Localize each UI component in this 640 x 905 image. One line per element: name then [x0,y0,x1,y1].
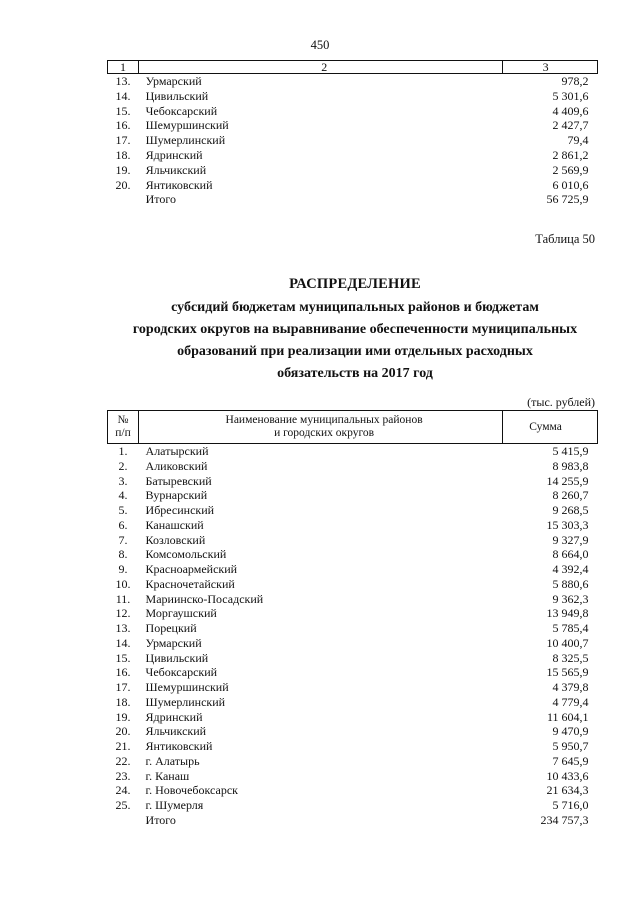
row-number: 19. [115,162,131,177]
row-sum: 13 949,8 [546,606,589,621]
row-sum: 8 260,7 [552,488,589,503]
row-sum: 5 950,7 [552,739,589,753]
row-number [108,192,139,207]
row-name: Аликовский [145,458,208,473]
row-name: Чебоксарский [145,103,218,118]
table-row [108,636,598,651]
row-number: 14. [115,88,131,103]
row-number: 9. [118,562,128,576]
row-number: 3. [118,473,128,488]
row-name: Урмарский [145,635,202,650]
row-sum: 79,4 [567,133,589,148]
row-number: 14. [115,635,131,650]
table-row [108,769,598,784]
row-sum: 978,2 [561,74,589,88]
row-sum: 2 427,7 [552,118,589,133]
row-sum: 21 634,3 [546,783,589,798]
table-row [108,518,598,533]
row-number: 25. [115,798,131,812]
row-name: г. Новочебоксарск [145,783,238,798]
row-name: Итого [145,192,176,207]
row-number: 1. [118,444,128,458]
row-sum: 15 565,9 [546,665,589,680]
row-number: 23. [115,768,131,783]
row-name: Красноармейский [145,562,238,576]
column-sum-header: Сумма [503,411,598,444]
row-sum: 15 303,3 [546,517,589,532]
table-caption: Таблица 50 [535,232,595,246]
subtitle-line: обязательств на 2017 год [277,366,433,381]
table-row [108,163,598,178]
table-row [108,74,598,89]
row-name: Козловский [145,532,206,547]
row-number: 15. [115,103,131,118]
row-name: Батыревский [145,473,212,488]
table-row [108,133,598,148]
row-name: Ядринский [145,147,203,162]
row-name: Шумерлинский [145,694,226,709]
row-number: 20. [115,724,131,739]
table-row [108,148,598,163]
continuation-table [107,60,598,207]
document-title: РАСПРЕДЕЛЕНИЕ [289,276,421,292]
table-row [108,503,598,518]
row-name: Ибресинский [145,503,215,517]
table-row [108,104,598,119]
row-sum: 2 861,2 [552,147,589,162]
table-row [108,754,598,769]
row-name: Мариинско-Посадский [145,591,264,606]
row-sum: 234 757,3 [540,812,589,827]
row-sum: 4 379,8 [552,680,589,694]
row-name: Моргаушский [145,606,217,621]
row-name: Алатырский [145,444,209,458]
row-number: 7. [118,532,128,547]
table-row [108,651,598,666]
row-name: Комсомольский [145,547,227,562]
row-sum: 4 409,6 [552,103,589,118]
row-number: 6. [118,517,128,532]
row-sum: 56 725,9 [546,192,589,207]
row-name: Яльчикский [145,724,207,739]
row-name: Красночетайский [145,576,235,591]
row-number: 8. [118,547,128,562]
column-sum-header: 3 [503,61,598,74]
column-number-header [108,411,139,444]
table-header-row [108,61,598,74]
table-row [108,118,598,133]
row-name: Шумерлинский [145,133,226,148]
row-number: 10. [115,576,131,591]
row-sum: 10 400,7 [546,635,589,650]
row-sum: 8 983,8 [552,458,589,473]
table-row [108,665,598,680]
row-sum: 9 327,9 [552,532,589,547]
row-sum: 11 604,1 [546,709,589,724]
row-number: 15. [115,650,131,665]
row-number: 11. [115,591,131,606]
table-row [108,739,598,754]
table-row [108,783,598,798]
row-sum: 9 362,3 [552,591,589,606]
column-number-header: 1 [108,61,139,74]
row-name: г. Шумерля [145,798,204,812]
row-sum: 14 255,9 [546,473,589,488]
table-row [108,621,598,636]
table-row [108,606,598,621]
subtitle-line: образований при реализации ими отдельных расходных [177,344,533,359]
table-row [108,695,598,710]
row-number: 13. [115,621,131,635]
row-number: 22. [115,753,131,768]
row-number: 2. [118,458,128,473]
table-row [108,680,598,695]
table-row [108,562,598,577]
row-number: 21. [115,739,131,753]
row-name: Шемуршинский [145,118,229,133]
table-row [108,459,598,474]
row-sum: 9 470,9 [552,724,589,739]
table-row [108,547,598,562]
row-sum: 2 569,9 [552,162,589,177]
table-row [108,474,598,489]
row-number: 16. [115,665,131,680]
row-sum: 8 664,0 [552,547,589,562]
row-number: 4. [118,488,128,503]
table-row [108,592,598,607]
row-name: г. Канаш [145,768,190,783]
row-number: 18. [115,147,131,162]
row-number: 13. [115,74,131,88]
row-number: 19. [115,709,131,724]
row-name: Порецкий [145,621,197,635]
row-number: 16. [115,118,131,133]
table-row [108,444,598,459]
table-row [108,488,598,503]
row-name: Цивильский [145,88,209,103]
page-number: 450 [310,38,330,52]
row-sum: 5 880,6 [552,576,589,591]
row-name: Янтиковский [145,739,213,753]
column-name-header: 2 [139,61,503,74]
table-row [108,577,598,592]
column-name-header [139,411,503,444]
row-name: Янтиковский [145,177,213,192]
row-sum: 6 010,6 [552,177,589,192]
row-name: г. Алатырь [145,753,200,768]
row-number: 5. [118,503,128,517]
row-sum: 4 779,4 [552,694,589,709]
row-sum: 9 268,5 [552,503,589,517]
distribution-table [107,410,598,828]
row-name: Итого [145,812,176,827]
row-number: 20. [115,177,131,192]
row-name: Канашский [145,517,204,532]
row-name: Ядринский [145,709,203,724]
units-label: (тыс. рублей) [527,395,595,409]
document-subtitle [60,297,640,385]
row-sum: 10 433,6 [546,768,589,783]
subtitle-line: городских округов на выравнивание обеспеченности муниципальных [132,322,578,337]
table-row [108,533,598,548]
row-name: Цивильский [145,650,209,665]
header-text: п/п [115,427,131,439]
row-number: 18. [115,694,131,709]
header-text: № [117,414,129,426]
row-number: 17. [115,133,131,148]
row-name: Чебоксарский [145,665,218,680]
row-name: Урмарский [145,74,202,88]
row-name: Яльчикский [145,162,207,177]
row-number [108,813,139,828]
table-header-row [108,411,598,444]
row-sum: 5 415,9 [552,444,589,458]
row-sum: 7 645,9 [552,753,589,768]
header-text: и городских округов [274,427,375,439]
table-row [108,798,598,813]
row-sum: 5 785,4 [552,621,589,635]
table-row [108,724,598,739]
row-sum: 8 325,5 [552,650,589,665]
table-row [108,178,598,193]
row-name: Вурнарский [145,488,208,503]
total-row [108,813,598,828]
row-number: 12. [115,606,131,621]
table-row [108,89,598,104]
row-sum: 4 392,4 [552,562,589,576]
table-row [108,710,598,725]
row-name: Шемуршинский [145,680,229,694]
total-row [108,192,598,207]
row-sum: 5 716,0 [552,798,589,812]
row-sum: 5 301,6 [552,88,589,103]
row-number: 24. [115,783,131,798]
header-text: Наименование муниципальных районов [225,414,423,426]
row-number: 17. [115,680,131,694]
subtitle-line: субсидий бюджетам муниципальных районов и бюджетам [171,300,539,315]
